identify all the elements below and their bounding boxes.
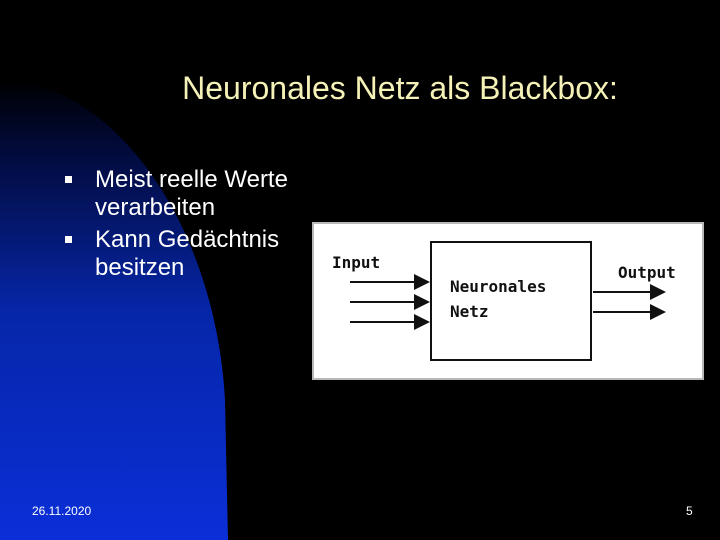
bullet-text: Kann Gedächtnis besitzen (95, 226, 280, 281)
square-bullet-icon (65, 176, 72, 183)
box-label-line2: Netz (450, 302, 489, 321)
bullet-item (60, 226, 320, 282)
slide-title: Neuronales Netz als Blackbox: (182, 70, 618, 106)
square-bullet-icon (65, 236, 72, 243)
box-label-line1: Neuronales (450, 277, 547, 296)
neural-net-box (431, 242, 591, 360)
bullet-item (60, 166, 320, 222)
input-label: Input (332, 253, 381, 272)
bullet-list (60, 166, 320, 286)
blackbox-diagram (312, 222, 704, 380)
output-label: Output (618, 263, 676, 282)
footer-date: 26.11.2020 (32, 504, 92, 518)
page-number: 5 (686, 504, 693, 518)
bullet-text: Meist reelle Werte verarbeiten (95, 166, 288, 221)
